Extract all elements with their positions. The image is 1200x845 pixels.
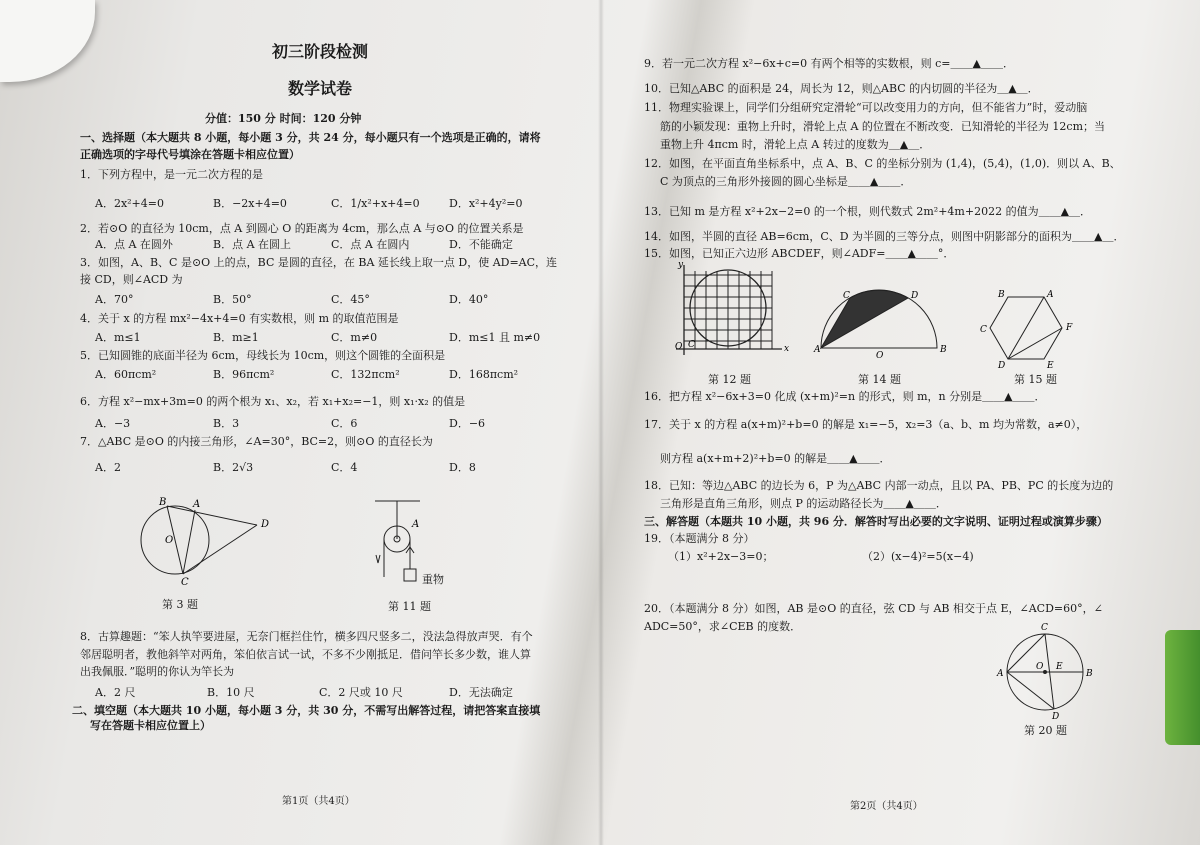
- figure-15: [980, 290, 1098, 371]
- option: A．2: [95, 461, 121, 474]
- option: D．40°: [449, 293, 489, 306]
- question-3-cont: 接 CD，则∠ACD 为: [80, 273, 183, 286]
- fig3-label-b: B: [159, 497, 167, 508]
- question-11: 11．物理实验课上，同学们分组研究定滑轮“可以改变用力的方向，但不能省力”时，爱动脑: [644, 101, 1088, 114]
- fig3-line-cd: [183, 525, 257, 574]
- question-14: 14．如图，半圆的直径 AB=6cm，C、D 为半圆的三等分点，则图中阴影部分的面积为＿＿▲＿．: [644, 230, 1125, 243]
- option: B．m≥1: [213, 331, 259, 344]
- option: D．m≤1 且 m≠0: [449, 331, 541, 344]
- fig11-weight-label: 重物: [422, 573, 444, 586]
- fig14-shaded-region: [821, 290, 908, 348]
- option: B．3: [213, 417, 240, 430]
- option: B．50°: [213, 293, 252, 306]
- option: C．1/x²+x+4=0: [331, 197, 420, 210]
- exam-title: 初三阶段检测: [272, 42, 369, 61]
- section1-heading: 一、选择题（本大题共 8 小题，每小题 3 分，共 24 分，每小题只有一个选项是正确的，请将: [80, 131, 541, 144]
- question-10: 10．已知△ABC 的面积是 24，周长为 12，则△ABC 的内切圆的半径为＿▲＿．: [644, 82, 1039, 95]
- question-17: 17．关于 x 的方程 a(x+m)²+b=0 的解是 x₁=−5，x₂=3（a、b、m 均为常数，a≠0），: [644, 418, 1088, 431]
- option: C．132πcm²: [331, 368, 400, 381]
- section2-heading: 二、填空题（本大题共 10 小题，每小题 3 分，共 30 分，不需写出解答过程，请把答案直接填: [72, 704, 541, 717]
- option: B．−2x+4=0: [213, 197, 287, 210]
- fig15-label-b: B: [998, 290, 1005, 300]
- option: A．2 尺: [95, 686, 136, 699]
- question-19-part2: （2）(x−4)²=5(x−4): [862, 550, 974, 563]
- question-13: 13．已知 m 是方程 x²+2x−2=0 的一个根，则代数式 2m²+4m+2022 的值为＿＿▲＿．: [644, 205, 1092, 218]
- question-1-options: [95, 197, 567, 211]
- question-20-cont: ADC=50°，求∠CEB 的度数．: [644, 620, 802, 633]
- fig12-label-x: x: [784, 344, 790, 354]
- question-16: 16．把方程 x²−6x+3=0 化成 (x+m)²=n 的形式，则 m，n 分别是＿＿▲＿＿．: [644, 390, 1046, 403]
- question-18-cont: 三角形是直角三角形，则点 P 的运动路径长为＿＿▲＿＿．: [660, 497, 947, 510]
- exam-subtitle: 数学试卷: [288, 79, 353, 98]
- question-2: 2．若⊙O 的直径为 10cm，点 A 到圆心 O 的距离为 4cm，那么点 A 与⊙O 的位置关系是: [80, 222, 524, 235]
- question-8: 8．古算趣题：“笨人执竿要进屋，无奈门框拦住竹，横多四尺竖多二，没法急得放声哭．有个: [80, 630, 533, 643]
- section3-heading: 三、解答题（本题共 10 小题，共 96 分．解答时写出必要的文字说明、证明过程或演算步骤）: [644, 515, 1108, 528]
- option: C．6: [331, 417, 358, 430]
- fig15-label-a: A: [1047, 290, 1054, 300]
- fig14-label-c: C: [843, 291, 850, 301]
- figure-12-caption: 第 12 题: [708, 373, 751, 386]
- option: D．无法确定: [449, 686, 513, 699]
- question-9: 9．若一元二次方程 x²−6x+c=0 有两个相等的实数根，则 c=＿＿▲＿＿．: [644, 57, 1014, 70]
- question-20: 20．（本题满分 8 分）如图，AB 是⊙O 的直径，弦 CD 与 AB 相交于点 E，∠ACD=60°，∠: [644, 602, 1103, 615]
- score-time: 分值：150 分 时间：120 分钟: [205, 112, 362, 125]
- question-6: 6．方程 x²−mx+3m=0 的两个根为 x₁、x₂，若 x₁+x₂=−1，则 x₁·x₂ 的值是: [80, 395, 466, 408]
- question-8-cont2: 出我佩服．”聪明的你认为竿长为: [80, 665, 235, 678]
- option: C．45°: [331, 293, 370, 306]
- question-18: 18．已知：等边△ABC 的边长为 6，P 为△ABC 内部一动点，且以 PA、PB、PC 的长度为边的: [644, 479, 1114, 492]
- option: D．8: [449, 461, 476, 474]
- option: B．10 尺: [207, 686, 255, 699]
- fig14-label-d: D: [911, 291, 919, 301]
- question-11-cont2: 重物上升 4πcm 时，滑轮上点 A 转过的度数为＿▲＿．: [660, 138, 931, 151]
- page-footer-left: 第1页（共4页）: [282, 796, 355, 807]
- page-footer-right: 第2页（共4页）: [850, 801, 923, 812]
- fig15-label-d: D: [998, 361, 1006, 371]
- question-3-options: [95, 293, 567, 307]
- fig3-label-o: O: [165, 535, 174, 546]
- fig20-label-c: C: [1041, 623, 1048, 633]
- fig15-line-fd: [1008, 328, 1062, 359]
- section2-heading-cont: 写在答题卡相应位置上）: [90, 719, 211, 732]
- figure-3-caption: 第 3 题: [162, 598, 198, 611]
- question-5-options: [95, 368, 567, 382]
- fig20-label-b: B: [1086, 669, 1093, 679]
- figure-11-caption: 第 11 题: [388, 600, 431, 613]
- question-12: 12．如图，在平面直角坐标系中，点 A、B、C 的坐标分别为 (1,4)，(5,4)，(1,0)．则以 A、B、: [644, 157, 1121, 170]
- option: D．168πcm²: [449, 368, 519, 381]
- question-5: 5．已知圆锥的底面半径为 6cm，母线长为 10cm，则这个圆锥的全面积是: [80, 349, 446, 362]
- question-2-options: [95, 238, 567, 252]
- fig3-line-ca: [183, 510, 195, 574]
- fig12-label-y: y: [678, 260, 684, 270]
- question-6-options: [95, 417, 567, 431]
- question-7-options: [95, 461, 567, 475]
- option: A．m≤1: [95, 331, 141, 344]
- fig20-label-d: D: [1052, 712, 1060, 722]
- figure-3: [135, 495, 285, 590]
- figure-14-caption: 第 14 题: [858, 373, 901, 386]
- fig15-label-e: E: [1047, 361, 1054, 371]
- question-19: 19．（本题满分 8 分）: [644, 532, 755, 545]
- fig20-label-e: E: [1056, 662, 1063, 672]
- fig20-center: [1044, 671, 1047, 674]
- page-left: [0, 0, 598, 845]
- option: D．−6: [449, 417, 486, 430]
- fig20-label-a: A: [997, 669, 1004, 679]
- fig11-label-a: A: [412, 519, 420, 530]
- question-19-part1: （1）x²+2x−3=0；: [668, 550, 774, 563]
- option: A．60πcm²: [95, 368, 157, 381]
- fig15-label-c: C: [980, 325, 987, 335]
- option: C．m≠0: [331, 331, 378, 344]
- option: B．96πcm²: [213, 368, 275, 381]
- fig3-label-d: D: [261, 519, 270, 530]
- option: C．点 A 在圆内: [331, 238, 410, 251]
- question-1: 1．下列方程中，是一元二次方程的是: [80, 168, 263, 181]
- question-8-options: [95, 686, 549, 700]
- fig12-grid: [684, 271, 772, 349]
- option: C．2 尺或 10 尺: [319, 686, 403, 699]
- question-11-cont: 筋的小颖发现：重物上升时，滑轮上点 A 的位置在不断改变．已知滑轮的半径为 12cm；当: [660, 120, 1106, 133]
- option: B．点 A 在圆上: [213, 238, 292, 251]
- option: A．−3: [95, 417, 131, 430]
- question-12-cont: C 为顶点的三角形外接圆的圆心坐标是＿＿▲＿＿．: [660, 175, 912, 188]
- section1-heading-cont: 正确选项的字母代号填涂在答题卡相应位置）: [80, 148, 300, 161]
- figure-14: [816, 290, 946, 360]
- fig12-label-o: O: [675, 342, 683, 352]
- fig20-label-o: O: [1036, 662, 1044, 672]
- option: D．不能确定: [449, 238, 513, 251]
- option: B．2√3: [213, 461, 254, 474]
- fig3-label-c: C: [181, 577, 189, 588]
- fig15-line-ad: [1008, 297, 1044, 359]
- question-17-cont: 则方程 a(x+m+2)²+b=0 的解是＿＿▲＿＿．: [660, 452, 891, 465]
- fig14-label-o: O: [876, 351, 884, 361]
- figure-20-caption: 第 20 题: [1024, 724, 1067, 737]
- figure-15-caption: 第 15 题: [1014, 373, 1057, 386]
- question-3: 3．如图，A、B、C 是⊙O 上的点，BC 是圆的直径，在 BA 延长线上取一点 D，使 AD=AC，连: [80, 256, 558, 269]
- figure-20: [994, 622, 1114, 722]
- question-4: 4．关于 x 的方程 mx²−4x+4=0 有实数根，则 m 的取值范围是: [80, 312, 399, 325]
- question-7: 7．△ABC 是⊙O 的内接三角形，∠A=30°，BC=2，则⊙O 的直径长为: [80, 435, 433, 448]
- option: C．4: [331, 461, 358, 474]
- question-15: 15．如图，已知正六边形 ABCDEF，则∠ADF=＿＿▲＿＿°．: [644, 247, 955, 260]
- figure-12: [672, 260, 792, 365]
- fig11-arrow-down: [376, 555, 380, 563]
- question-4-options: [95, 331, 567, 345]
- fig14-label-b: B: [940, 345, 947, 355]
- option: A．70°: [95, 293, 134, 306]
- figure-11: [370, 497, 460, 592]
- fig3-label-a: A: [193, 499, 201, 510]
- fig20-line-ad: [1007, 672, 1054, 709]
- fig12-label-c: C: [688, 340, 695, 350]
- option: A．2x²+4=0: [95, 197, 164, 210]
- question-8-cont: 邻居聪明者，教他斜竿对两角，笨伯依言试一试，不多不少刚抵足．借问竿长多少数，谁人算: [80, 648, 531, 661]
- fig15-label-f: F: [1066, 323, 1073, 333]
- page-right: [604, 0, 1200, 845]
- fig11-weight-box: [404, 569, 416, 581]
- option: A．点 A 在圆外: [95, 238, 173, 251]
- fig3-line-bd: [167, 506, 257, 525]
- option: D．x²+4y²=0: [449, 197, 523, 210]
- fig14-label-a: A: [814, 345, 821, 355]
